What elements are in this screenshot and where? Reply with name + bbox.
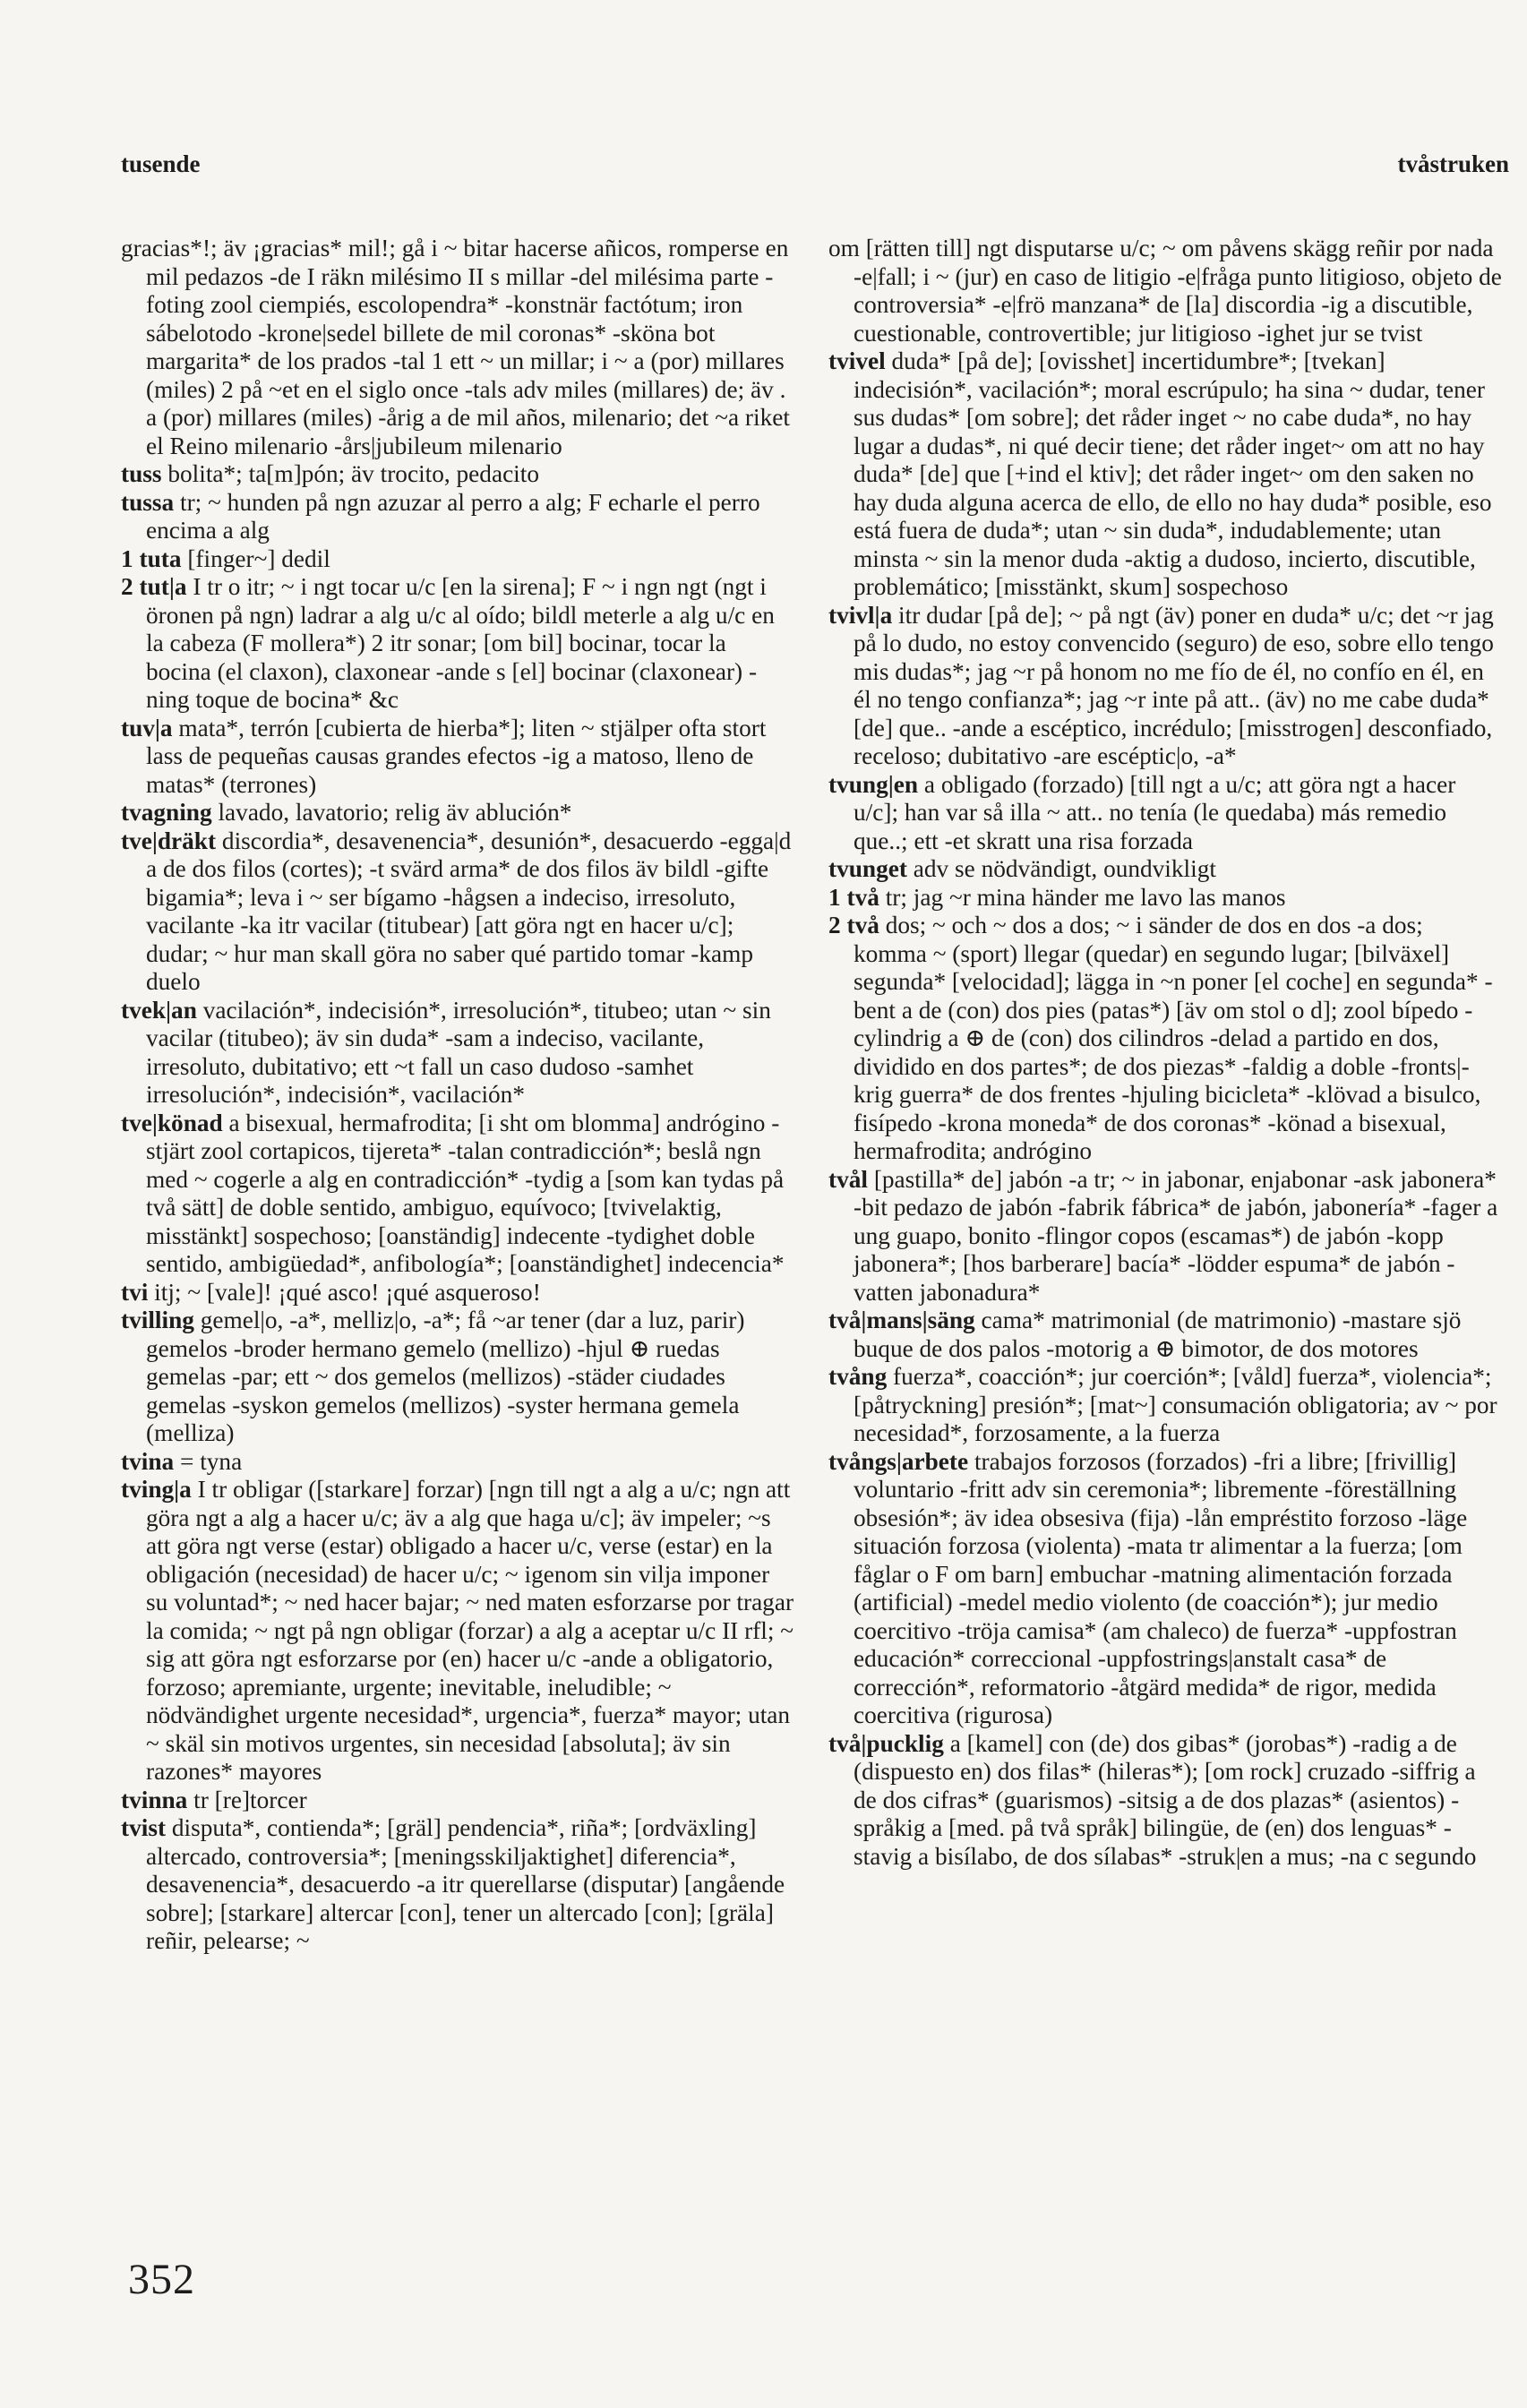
entry-headword: två|pucklig [828,1729,944,1757]
dictionary-entry [828,602,1502,771]
entry-definition: itj; ~ [vale]! ¡qué asco! ¡qué asqueroso! [154,1278,541,1306]
dictionary-entry [828,855,1502,884]
entry-definition: a obligado (forzado) [till ngt a u/c; att göra ngt a hacer u/c]; han var så illa ~ att.. no tenía (le quedaba) más remedio que..; ett -et skratt una risa forzada [854,770,1456,854]
dictionary-entry [121,489,794,545]
entry-headword: tvinna [121,1786,188,1813]
dictionary-entry [121,573,794,715]
guide-word-right: tvåstruken [1397,150,1509,177]
entry-headword: tuv|a [121,714,173,741]
entry-headword: tvi [121,1278,149,1306]
entry-headword: tvunget [828,855,907,882]
entry-definition: disputa*, contienda*; [gräl] pendencia*, riña*; [ordväxling] altercado, controversia*; [meningsskiljaktighet] diferencia*, desavenencia*, desacuerdo -a itr querellarse (disputar) [angående sobre]; [starkare] altercar [con], tener un altercado [con]; [gräla] reñir, pelearse; ~ [146,1814,785,1954]
entry-headword: tussa [121,488,175,516]
entry-headword: tvångs|arbete [828,1447,969,1475]
dictionary-entry [121,1448,794,1477]
entry-headword: 1 två [828,883,879,911]
dictionary-entry [121,1110,794,1279]
entry-definition: mata*, terrón [cubierta de hierba*]; liten ~ stjälper ofta stort lass de pequeñas causas grandes efectos -ig a matoso, lleno de matas* (terrones) [146,714,767,798]
entry-definition: a bisexual, hermafrodita; [i sht om blomma] andrógino -stjärt zool cortapicos, tijereta* -talan contradicción*; beslå ngn med ~ cogerle a alg en contradicción* -tydig a [som kan tydas på två sätt] de doble sentido, ambiguo, equívoco; [tvivelaktig, misstänkt] sospechoso; [oanständig] indecente -tydighet doble sentido, ambigüedad*, anfibología*; [oanständighet] indecencia* [146,1109,785,1277]
entry-definition: [finger~] dedil [187,544,330,572]
entry-definition: om [rätten till] ngt disputarse u/c; ~ om påvens skägg reñir por nada -e|fall; i ~ (jur) en caso de litigio -e|fråga punto litigioso, objeto de controversia* -e|frö manzana* de [la] discordia -ig a discutible, cuestionable, controvertible; jur litigioso -ighet jur se tvist [828,235,1502,347]
page-number: 352 [128,2256,195,2303]
entry-headword: tvång [828,1363,888,1390]
entry-definition: trabajos forzosos (forzados) -fri a libre; [frivillig] voluntario -fritt adv sin ceremonia*; libremente -föreställning obsesión*; äv idea obsesiva (fija) -lån empréstito forzoso -läge situación forzosa (violenta) -mata tr alimentar a la fuerza; [om fåglar o F om barn] embuchar -matning alimentación forzada (artificial) -medel medio violento (de coacción*); jur medio coercitivo -tröja camisa* (am chaleco) de fuerza* -uppfostran educación* correccional -uppfostrings|anstalt casa* de corrección*, reformatorio -åtgärd medida* de rigor, medida coercitiva (rigurosa) [854,1447,1468,1728]
entry-headword: tvung|en [828,770,919,798]
dictionary-entry [828,1166,1502,1307]
entry-headword: tuss [121,460,162,487]
entry-definition: tr; ~ hunden på ngn azuzar al perro a alg; F echarle el perro encima a alg [146,488,760,544]
entry-headword: 2 tut|a [121,573,187,600]
entry-headword: 1 tuta [121,544,182,572]
dictionary-entry [121,1814,794,1956]
entry-definition: gemel|o, -a*, melliz|o, -a*; få ~ar tener (dar a luz, parir) gemelos -broder hermano gemelo (mellizo) -hjul ⊕ ruedas gemelas -par; ett ~ dos gemelos (mellizos) -städer ciudades gemelas -syskon gemelos (mellizos) -syster hermana gemela (melliza) [146,1307,745,1446]
entry-headword: tvina [121,1447,175,1475]
entry-definition: bolita*; ta[m]pón; äv trocito, pedacito [167,460,539,487]
entry-headword: tvek|an [121,996,197,1024]
entry-definition: gracias*!; äv ¡gracias* mil!; gå i ~ bitar hacerse añicos, romperse en mil pedazos -de I räkn milésimo II s millar -del milésima parte -foting zool ciempiés, escolopendra* -konstnär factótum; iron sábelotodo -krone|sedel billete de mil coronas* -sköna bot margarita* de los prados -tal 1 ett ~ un millar; i ~ a (por) millares (miles) 2 på ~et en el siglo once -tals adv miles (millares) de; äv . a (por) millares (miles) -årig a de mil años, milenario; det ~a riket el Reino milenario -års|jubileum milenario [121,235,790,459]
dictionary-entry [121,1476,794,1787]
dictionary-entry [828,771,1502,856]
entry-headword: tve|könad [121,1109,223,1136]
dictionary-entry [828,1448,1502,1730]
entry-headword: tvist [121,1814,167,1841]
dictionary-entry [121,799,794,827]
entry-headword: tvilling [121,1307,194,1333]
dictionary-entry [121,715,794,800]
entry-definition: dos; ~ och ~ dos a dos; ~ i sänder de dos en dos -a dos; komma ~ (sport) llegar (quedar) en segundo lugar; [bilväxel] segunda* [velocidad]; lägga in ~n poner [el coche] en segunda* -bent a de (con) dos pies (patas*) [äv om stol o d]; zool bípedo -cylindrig a ⊕ de (con) dos cilindros -delad a partido en dos, dividido en dos partes*; de dos piezas* -faldig a doble -fronts|-krig guerra* de dos frentes -hjuling bicicleta* -klövad a bisulco, fisípedo -krona moneda* de dos coronas* -könad a bisexual, hermafrodita; andrógino [854,912,1493,1164]
right-column [828,235,1502,1871]
entry-headword: tvål [828,1165,868,1193]
dictionary-entry [828,884,1502,913]
guide-word-left: tusende [121,150,201,177]
dictionary-entry [828,1307,1502,1363]
dictionary-entry [121,997,794,1110]
entry-definition: itr dudar [på de]; ~ på ngt (äv) poner en duda* u/c; det ~r jag på lo dudo, no estoy convencido (seguro) de eso, sobre ello tengo mis dudas*; jag ~r på honom no me fío de él, no confío en él, en él no tengo confianza*; jag ~r inte på att.. (äv) no me cabe duda* [de] que.. -ande a escéptico, incrédulo; [misstrogen] desconfiado, receloso; dubitativo -are escéptic|o, -a* [854,601,1494,769]
entry-definition: I tr obligar ([starkare] forzar) [ngn till ngt a alg a u/c; ngn att göra ngt a alg a hacer u/c; äv a alg que haga u/c]; äv impeler; ~s att göra ngt verse (estar) obligado a hacer u/c, verse (estar) en la obligación (necesidad) de hacer u/c; ~ igenom sin vilja imponer su voluntad*; ~ ned hacer bajar; ~ ned maten esforzarse por tragar la comida; ~ ngt på ngn obligar (forzar) a alg a aceptar u/c II rfl; ~ sig att göra ngt esforzarse por (en) hacer u/c -ande a obligatorio, forzoso; apremiante, urgente; inevitable, ineludible; ~ nödvändighet urgente necesidad*, urgencia*, fuerza* mayor; utan ~ skäl sin motivos urgentes, sin necesidad [absoluta]; äv sin razones* mayores [146,1476,794,1785]
dictionary-entry [121,235,794,460]
entry-definition: [pastilla* de] jabón -a tr; ~ in jabonar, enjabonar -ask jabonera* -bit pedazo de jabón -fabrik fábrica* de jabón, jabonería* -fager a ung guapo, bonito -flingor copos (escamas*) de jabón -kopp jabonera*; [hos barberare] bacía* -lödder espuma* de jabón -vatten jabonadura* [854,1165,1498,1306]
entry-definition: lavado, lavatorio; relig äv ablución* [218,799,572,826]
entry-definition: adv se nödvändigt, oundvikligt [913,855,1216,882]
entry-headword: tvivel [828,347,886,374]
dictionary-entry [121,460,794,489]
entry-definition: tr; jag ~r mina händer me lavo las manos [885,883,1286,911]
dictionary-entry [828,1363,1502,1448]
entry-headword: 2 två [828,912,879,938]
dictionary-entry [121,827,794,997]
entry-headword: tvivl|a [828,601,893,629]
entry-definition: discordia*, desavenencia*, desunión*, desacuerdo -egga|d a de dos filos (cortes); -t svärd arma* de dos filos äv bildl -gifte bigamia*; leva i ~ ser bígamo -hågsen a indeciso, irresoluto, vacilante -ka itr vacilar (titubear) [att göra ngt en hacer u/c]; dudar; ~ hur man skall göra no saber qué partido tomar -kamp duelo [146,827,792,995]
entry-definition: tr [re]torcer [193,1786,307,1813]
dictionary-entry [828,347,1502,602]
dictionary-entry [121,1279,794,1307]
dictionary-entry [121,1307,794,1448]
entry-headword: två|mans|säng [828,1307,975,1333]
entry-headword: tve|dräkt [121,827,217,854]
entry-definition: vacilación*, indecisión*, irresolución*, titubeo; utan ~ sin vacilar (titubeo); äv sin duda* -sam a indeciso, vacilante, irresoluto, dubitativo; ett ~t fall un caso dudoso -samhet irresolución*, indecisión*, vacilación* [146,996,771,1108]
dictionary-entry [121,545,794,574]
entry-definition: a [kamel] con (de) dos gibas* (jorobas*) -radig a de (dispuesto en) dos filas* (hileras*); [om rock] cruzado -siffrig a de dos cifras* (guarismos) -sitsig a de dos plazas* (asientos) -språkig a [med. på två språk] bilingüe, de (en) dos lenguas* -stavig a bisílabo, de dos sílabas* -struk|en a mus; -na c segundo [854,1729,1477,1870]
entry-headword: tving|a [121,1476,192,1503]
entry-definition: cama* matrimonial (de matrimonio) -mastare sjö buque de dos palos -motorig a ⊕ bimotor, de dos motores [854,1307,1462,1362]
left-column [121,235,794,1956]
dictionary-entry [828,1730,1502,1872]
entry-definition: I tr o itr; ~ i ngt tocar u/c [en la sirena]; F ~ i ngn ngt (ngt i öronen på ngn) ladrar a alg u/c al oído; bildl meterle a alg u/c en la cabeza (F mollera*) 2 itr sonar; [om bil] bocinar, tocar la bocina (el claxon), claxonear -ande s [el] bocinar (claxonear) -ning toque de bocina* &c [146,573,775,713]
dictionary-entry [121,1787,794,1815]
entry-definition: = tyna [179,1447,243,1475]
dictionary-entry [828,235,1502,347]
dictionary-entry [828,912,1502,1166]
entry-definition: duda* [på de]; [ovisshet] incertidumbre*; [tvekan] indecisión*, vacilación*; moral escrúpulo; ha sina ~ dudar, tener sus dudas* [om sobre]; det råder inget ~ no cabe duda*, no hay lugar a dudas*, ni qué decir tiene; det råder inget~ om att no hay duda* [de] que [+ind el ktiv]; det råder inget~ om den saken no hay duda alguna acerca de ello, de ello no hay duda* posible, eso está fuera de duda*; utan ~ sin duda*, indudablemente; utan minsta ~ sin la menor duda -aktig a dudoso, incierto, discutible, problemático; [misstänkt, skum] sospechoso [854,347,1492,600]
entry-definition: fuerza*, coacción*; jur coerción*; [våld] fuerza*, violencia*; [påtryckning] presión*; [mat~] consumación obligatoria; av ~ por necesidad*, forzosamente, a la fuerza [854,1363,1497,1446]
entry-headword: tvagning [121,799,212,826]
